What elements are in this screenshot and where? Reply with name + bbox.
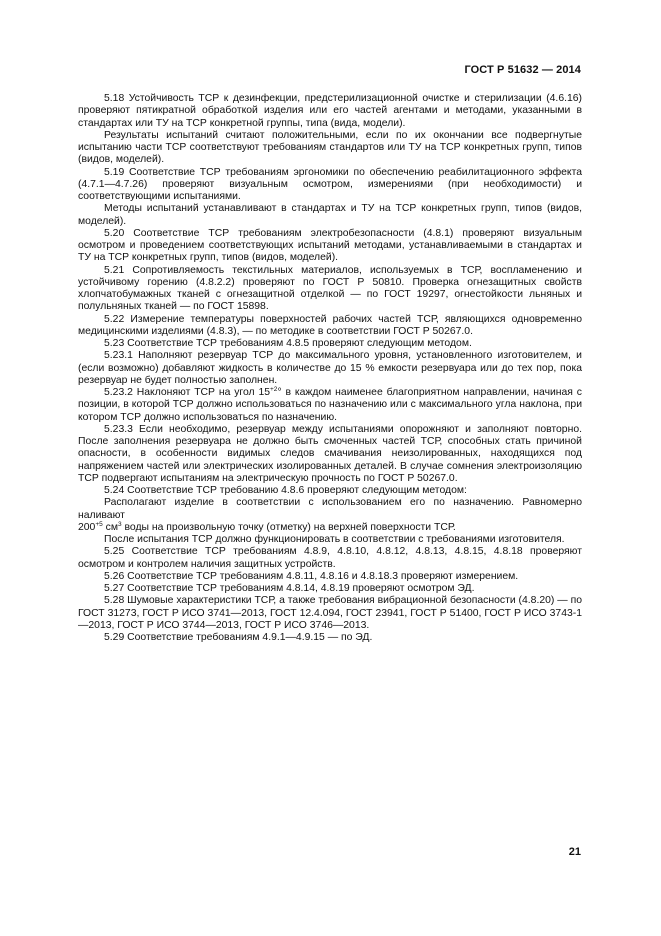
paragraph-5-18-results: Результаты испытаний считают положительными, если по их окончании все подвергнутые испытанию части ТСР соответствуют требованиям стандартов или ТУ на ТСР конкретных групп, типов (видов, моделей). (78, 129, 582, 166)
paragraph-5-20: 5.20 Соответствие ТСР требованиям электробезопасности (4.8.1) проверяют визуальным осмотром и проведением соответствующих испытаний методами, устанавливаемыми в стандартах и ТУ на ТСР конкретных групп, типов (видов, моделей). (78, 227, 582, 264)
paragraph-5-19-methods: Методы испытаний устанавливают в стандартах и ТУ на ТСР конкретных групп, типов (видов, моделей). (78, 203, 582, 227)
paragraph-5-28: 5.28 Шумовые характеристики ТСР, а также требования вибрационной безопасности (4.8.20) — по ГОСТ 31273, ГОСТ Р ИСО 3741—2013, ГОСТ 12.4.094, ГОСТ 23941, ГОСТ Р 51400, ГОСТ Р ИСО 3743-1—2013, ГОСТ Р ИСО 3744—2013, ГОСТ Р ИСО 3746—2013. (78, 595, 582, 631)
document-header: ГОСТ Р 51632 — 2014 (464, 64, 581, 76)
paragraph-5-24-after-test: После испытания ТСР должно функционировать в соответствии с требованиями изготовителя. (104, 534, 565, 545)
text-segment: ° в каждом наименее благоприятном направлении, начиная с позиции, в которой ТСР должно использоваться по назначению или с максимального угла наклона, при котором ТСР должно использоваться по назначению. (78, 387, 582, 423)
page-number: 21 (568, 846, 581, 858)
paragraph-5-19: 5.19 Соответствие ТСР требованиям эргономики по обеспечению реабилитационного эффекта (4.7.1—4.7.26) проверяют визуальным осмотром, измерениями (при необходимости) и соответствующими испытаниями. (78, 166, 582, 202)
paragraph-5-27: 5.27 Соответствие ТСР требованиям 4.8.14, 4.8.19 проверяют осмотром ЭД. (104, 583, 475, 594)
paragraph-5-23-1: 5.23.1 Наполняют резервуар ТСР до максимального уровня, установленного изготовителем, и (если возможно) добавляют жидкость в количестве до 15 % емкости резервуара или до тех пор, пока резервуар не будет полностью заполнен. (78, 350, 582, 386)
text-segment: 5.23.2 Наклоняют ТСР на угол 15 (104, 387, 271, 398)
tolerance-superscript: +2 (270, 386, 278, 393)
text-segment: см (102, 521, 118, 533)
paragraph-5-23-2 (78, 387, 582, 424)
text-segment: воды на произвольную точку (отметку) на верхней поверхности ТСР. (121, 521, 456, 533)
paragraph-5-23-3: 5.23.3 Если необходимо, резервуар между испытаниями опорожняют и заполняют повторно. После заполнения резервуара не должно быть смоченных частей ТСР, способных стать причиной опасности, в особенности видимых следов смачивания неизолированных, находящихся под напряжением частей или электрических изолированных деталей. В случае сомнения электроизоляцию ТСР подвергают испытаниям на электрическую прочность по ГОСТ Р 50267.0. (78, 423, 582, 484)
paragraph-5-21: 5.21 Сопротивляемость текстильных материалов, используемых в ТСР, воспламенению и устойчивому горению (4.8.2.2) проверяют по ГОСТ Р 50810. Проверка огнезащитных свойств хлопчатобумажных тканей с огнезащитной отделкой — по ГОСТ 19297, огнестойкости льняных и полульняных тканей — по ГОСТ 15898. (78, 264, 582, 313)
paragraph-5-22: 5.22 Измерение температуры поверхностей рабочих частей ТСР, являющихся одновременно медицинскими изделиями (4.8.3), — по методике в соответствии ГОСТ Р 50267.0. (78, 313, 582, 337)
text-segment: 200 (78, 521, 96, 533)
paragraph-5-26: 5.26 Соответствие ТСР требованиям 4.8.11, 4.8.16 и 4.8.18.3 проверяют измерением. (104, 570, 519, 582)
paragraph-5-29: 5.29 Соответствие требованиям 4.9.1—4.9.15 — по ЭД. (104, 632, 373, 643)
paragraph-5-24: 5.24 Соответствие ТСР требованию 4.8.6 проверяют следующим методом: (104, 485, 467, 496)
paragraph-5-25: 5.25 Соответствие ТСР требованиям 4.8.9, 4.8.10, 4.8.12, 4.8.13, 4.8.15, 4.8.18 проверяют осмотром и контролем наличия защитных устройств. (78, 546, 582, 570)
paragraph-5-18: 5.18 Устойчивость ТСР к дезинфекции, предстерилизационной очистке и стерилизации (4.6.16) проверяют пятикратной обработкой изделия или его частей агентами и методами, указанными в стандартах или ТУ на ТСР конкретной группы, типа (вида, модели). (78, 93, 582, 129)
document-body (78, 93, 582, 644)
paragraph-5-24-volume (78, 522, 582, 534)
paragraph-5-24-placement: Располагают изделие в соответствии с использованием его по назначению. Равномерно наливают (78, 497, 582, 521)
unit-superscript: 3 (118, 520, 122, 528)
tolerance-superscript: +5 (95, 520, 103, 528)
paragraph-5-23: 5.23 Соответствие ТСР требованиям 4.8.5 проверяют следующим методом. (104, 338, 472, 349)
